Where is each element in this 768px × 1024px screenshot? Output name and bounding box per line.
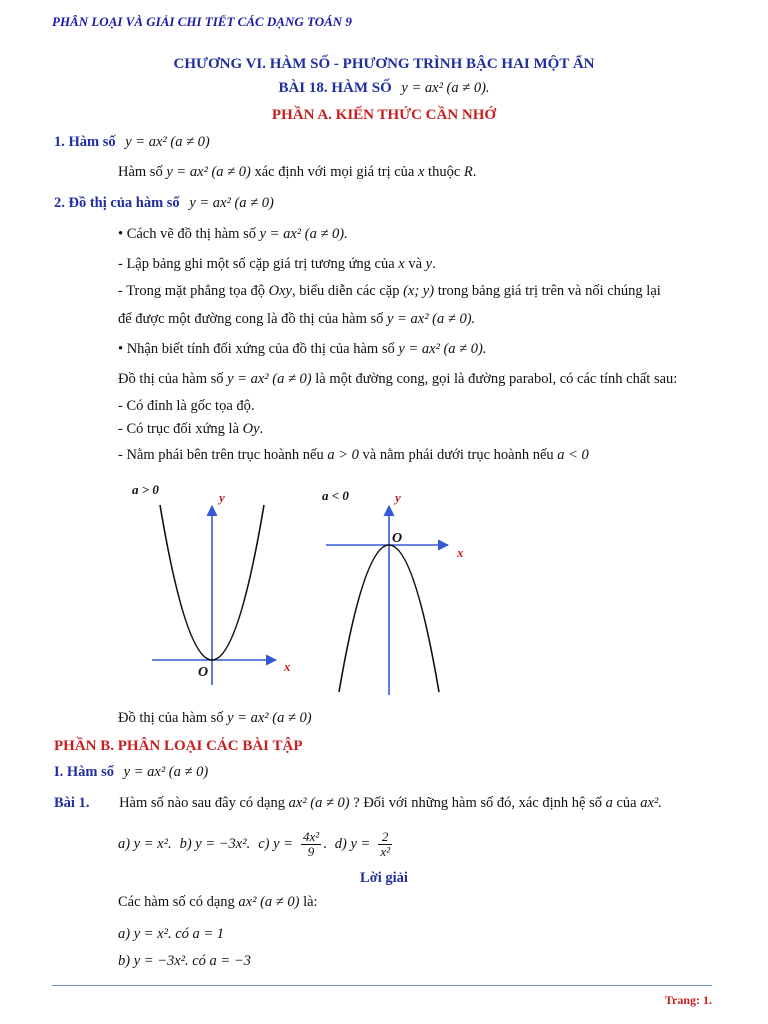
- variable: (x; y): [403, 283, 435, 299]
- option-c-fraction: [301, 830, 321, 858]
- text-run: - Có trục đối xứng là: [118, 421, 240, 437]
- exercise-1: [54, 795, 662, 812]
- text-run: .: [323, 835, 327, 852]
- subheading-label: I. Hàm số: [54, 764, 115, 780]
- text-run: Cách vẽ đồ thị hàm số: [126, 226, 256, 242]
- line-7: [118, 447, 589, 464]
- line-2: [118, 283, 661, 300]
- right-condition-label: a < 0: [322, 488, 349, 503]
- denominator: x²: [380, 843, 390, 859]
- text-run: và nằm phái dưới trục hoành nếu: [362, 447, 554, 463]
- section-1-heading: [54, 134, 210, 151]
- text-run: và: [408, 256, 423, 272]
- x-axis-label: x: [284, 659, 291, 674]
- y-axis-label: y: [395, 490, 401, 505]
- variable: a: [605, 795, 613, 811]
- option-d-fraction: [378, 830, 392, 858]
- option-c-prefix: c) y =: [258, 835, 293, 852]
- section-2-formula: y = ax² (a ≠ 0): [189, 195, 274, 211]
- text-run: - Lập bảng ghi một số cặp giá trị tương ứng của: [118, 256, 395, 272]
- text-run: ? Đối với những hàm số đó, xác định hệ số: [353, 795, 602, 811]
- solution-intro: [118, 894, 318, 911]
- text-run: trong bảng giá trị trên và nối chúng lại: [437, 283, 661, 299]
- lesson-label: BÀI 18. HÀM SỐ: [278, 80, 392, 96]
- formula: y = ax² (a ≠ 0): [166, 164, 251, 180]
- line-4: [118, 371, 677, 388]
- formula: y = ax² (a ≠ 0).: [259, 226, 348, 242]
- section-1-line: [118, 164, 476, 181]
- text-run: .: [432, 256, 436, 272]
- graph-caption: [118, 710, 312, 727]
- text-run: .: [472, 164, 477, 180]
- line-3: [118, 311, 475, 328]
- variable: x: [417, 164, 425, 180]
- denominator: 9: [307, 843, 315, 859]
- part-b-subheading: [54, 764, 208, 781]
- option-a: a) y = x².: [118, 835, 172, 852]
- text-run: , biểu diễn các cặp: [291, 283, 400, 299]
- running-title: PHÂN LOẠI VÀ GIẢI CHI TIẾT CÁC DẠNG TOÁN 9: [52, 14, 352, 29]
- text-run: thuộc: [428, 164, 461, 180]
- line-6: [118, 421, 263, 438]
- footer-rule: [52, 985, 712, 986]
- x-axis-label: x: [457, 545, 464, 560]
- formula: y = ax² (a ≠ 0): [227, 371, 312, 387]
- section-2-heading: [54, 195, 274, 212]
- option-b: b) y = −3x².: [179, 835, 251, 852]
- graph-positive: [132, 482, 291, 685]
- formula: y = ax² (a ≠ 0).: [387, 311, 476, 327]
- bullet-icon: •: [118, 341, 124, 357]
- option-d-prefix: d) y =: [334, 835, 371, 852]
- text-run: là:: [303, 894, 318, 910]
- formula: ax² (a ≠ 0): [288, 795, 350, 811]
- text-run: để được một đường cong là đồ thị của hàm số: [118, 311, 384, 327]
- page-number: Trang: 1.: [664, 993, 712, 1007]
- lesson-title: [0, 80, 768, 97]
- exercise-options: [118, 824, 392, 864]
- condition: a < 0: [557, 447, 589, 463]
- text-run: là một đường cong, gọi là đường parabol, có các tính chất sau:: [315, 371, 678, 387]
- bullet-line-1: [118, 226, 348, 243]
- y-axis-label: y: [219, 490, 225, 505]
- text-run: Đồ thị của hàm số: [118, 371, 224, 387]
- variable: Oxy: [268, 283, 292, 299]
- section-2-label: 2. Đồ thị của hàm số: [54, 195, 180, 211]
- formula: ax².: [640, 795, 662, 811]
- solution-title: Lời giải: [360, 870, 408, 886]
- text-run: Các hàm số có dạng: [118, 894, 235, 910]
- text-run: - Nằm phái bên trên trục hoành nếu: [118, 447, 324, 463]
- text-run: .: [259, 421, 264, 437]
- variable: y: [425, 256, 433, 272]
- lesson-formula: y = ax² (a ≠ 0).: [401, 80, 490, 96]
- section-1-label: 1. Hàm số: [54, 134, 116, 150]
- bullet-line-2: [118, 341, 486, 358]
- origin-label: O: [198, 665, 209, 680]
- text-run: Nhận biết tính đối xứng của đồ thị của hàm số: [126, 341, 395, 357]
- left-condition-label: a > 0: [132, 482, 159, 497]
- formula: y = ax² (a ≠ 0).: [398, 341, 487, 357]
- text-run: - Trong mặt phẳng tọa độ: [118, 283, 266, 299]
- set-symbol: R: [463, 164, 473, 180]
- variable: x: [398, 256, 405, 272]
- exercise-label: Bài 1.: [54, 795, 90, 811]
- part-b-heading: PHẦN B. PHÂN LOẠI CÁC BÀI TẬP: [54, 738, 303, 754]
- variable: Oy: [242, 421, 260, 437]
- solution-b: b) y = −3x². có a = −3: [118, 953, 251, 969]
- text-run: của: [616, 795, 637, 811]
- numerator: 2: [378, 830, 392, 845]
- graph-negative: [322, 488, 464, 695]
- line-1: [118, 256, 436, 273]
- parabola-graphs: [0, 470, 768, 705]
- formula: y = ax² (a ≠ 0): [227, 710, 312, 726]
- part-a-heading: PHẦN A. KIẾN THỨC CẦN NHỚ: [271, 107, 497, 123]
- numerator: 4x²: [302, 828, 320, 844]
- formula: ax² (a ≠ 0): [238, 894, 300, 910]
- text-run: Hàm số nào sau đây có dạng: [119, 795, 285, 811]
- chapter-title: CHƯƠNG VI. HÀM SỐ - PHƯƠNG TRÌNH BẬC HAI MỘT ẨN: [173, 56, 595, 72]
- section-1-formula: y = ax² (a ≠ 0): [125, 134, 210, 150]
- text-run: Hàm số: [118, 164, 163, 180]
- solution-a: a) y = x². có a = 1: [118, 926, 225, 942]
- text-run: Đồ thị của hàm số: [118, 710, 224, 726]
- text-run: xác định với mọi giá trị của: [254, 164, 415, 180]
- condition: a > 0: [327, 447, 359, 463]
- origin-label: O: [392, 531, 403, 546]
- bullet-icon: •: [118, 226, 124, 242]
- line-5: - Có đỉnh là gốc tọa độ.: [118, 398, 255, 414]
- formula: y = ax² (a ≠ 0): [123, 764, 209, 780]
